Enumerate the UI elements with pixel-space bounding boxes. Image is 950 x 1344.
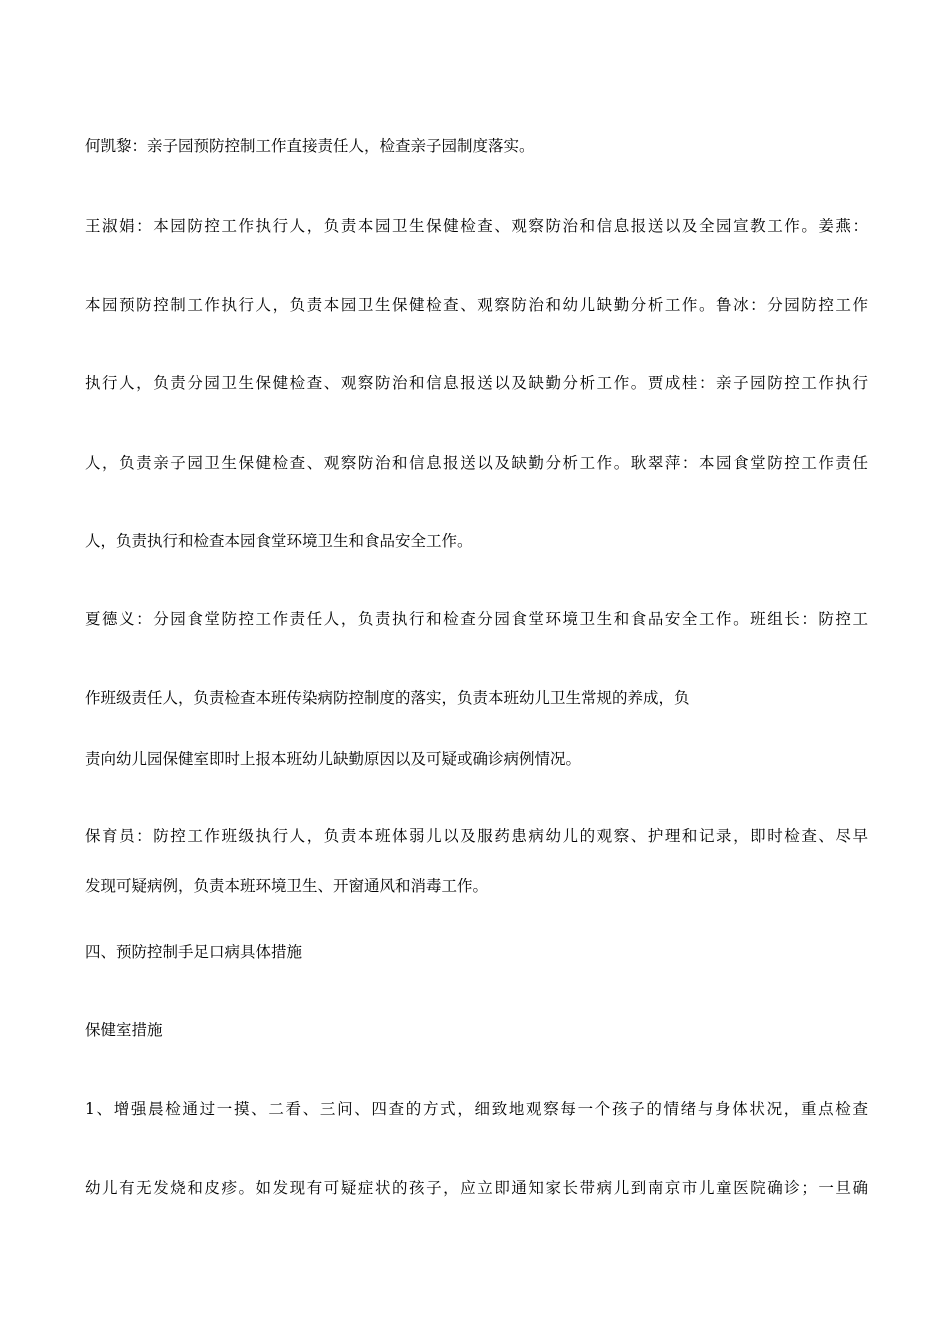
- text-line-11: 发现可疑病例，负责本班环境卫生、开窗通风和消毒工作。: [85, 877, 489, 895]
- text-line-7: 夏德义：分园食堂防控工作责任人，负责执行和检查分园食堂环境卫生和食品安全工作。班组长：防控工: [85, 610, 868, 628]
- text-line-10: 保育员：防控工作班级执行人，负责本班体弱儿以及服药患病幼儿的观察、护理和记录，即时检查、尽早: [85, 827, 868, 845]
- text-line-5: 人，负责亲子园卫生保健检查、观察防治和信息报送以及缺勤分析工作。耿翠萍：本园食堂防控工作责任: [85, 454, 868, 472]
- text-line-14: 1、增强晨检通过一摸、二看、三问、四查的方式，细致地观察每一个孩子的情绪与身体状况，重点检查: [85, 1100, 868, 1118]
- text-line-2: 王淑娟：本园防控工作执行人，负责本园卫生保健检查、观察防治和信息报送以及全园宣教工作。姜燕：: [85, 217, 868, 235]
- text-line-3: 本园预防控制工作执行人，负责本园卫生保健检查、观察防治和幼儿缺勤分析工作。鲁冰：分园防控工作: [85, 296, 868, 314]
- text-line-9: 责向幼儿园保健室即时上报本班幼儿缺勤原因以及可疑或确诊病例情况。: [85, 750, 582, 768]
- text-line-6: 人，负责执行和检查本园食堂环境卫生和食品安全工作。: [85, 532, 473, 550]
- section-heading: 四、预防控制手足口病具体措施: [85, 943, 303, 961]
- text-line-8: 作班级责任人，负责检查本班传染病防控制度的落实，负责本班幼儿卫生常规的养成，负: [85, 689, 690, 707]
- text-line-15: 幼儿有无发烧和皮疹。如发现有可疑症状的孩子，应立即通知家长带病儿到南京市儿童医院确诊；一旦确: [85, 1179, 868, 1197]
- subsection-heading: 保健室措施: [85, 1021, 163, 1039]
- text-line-1: 何凯黎：亲子园预防控制工作直接责任人，检查亲子园制度落实。: [85, 137, 535, 155]
- text-line-4: 执行人，负责分园卫生保健检查、观察防治和信息报送以及缺勤分析工作。贾成桂：亲子园防控工作执行: [85, 374, 868, 392]
